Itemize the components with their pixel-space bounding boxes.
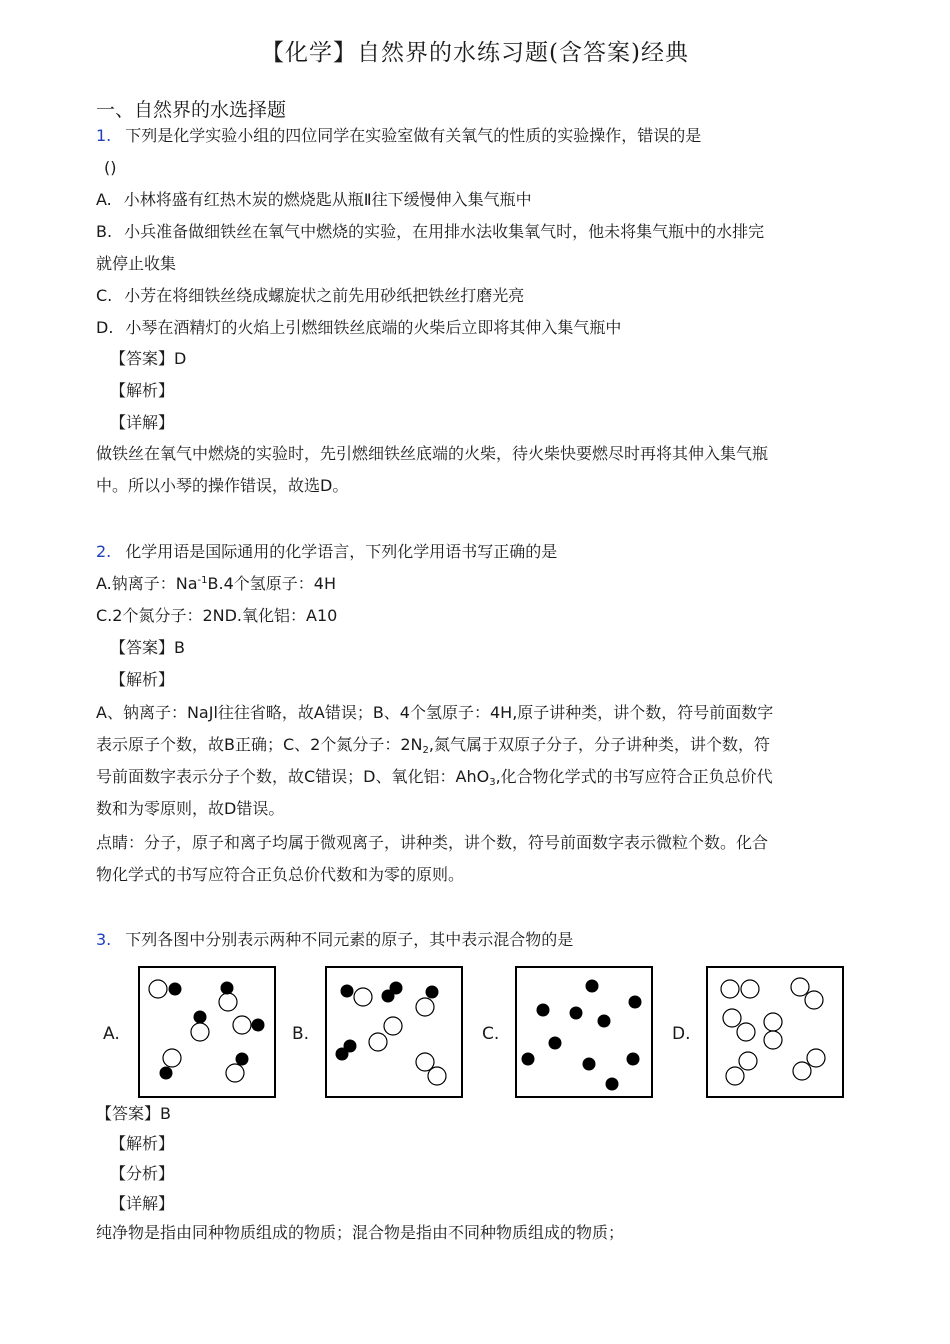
option-a: A. 小林将盛有红热木炭的燃烧匙从瓶Ⅱ往下缓慢伸入集气瓶中 bbox=[96, 190, 532, 209]
answer-paren: () bbox=[104, 158, 117, 177]
note-line: 物化学式的书写应符合正负总价代数和为零的原则。 bbox=[96, 865, 465, 884]
atom-white bbox=[721, 980, 739, 998]
figure-a-label: A. bbox=[103, 1024, 120, 1044]
answer-line: 【答案】D bbox=[110, 349, 187, 368]
question-number: 1. bbox=[96, 126, 112, 145]
question-3-stem: 3. 下列各图中分别表示两种不同元素的原子，其中表示混合物的是 bbox=[96, 930, 574, 949]
atom-white bbox=[416, 998, 434, 1016]
atom-black bbox=[629, 996, 642, 1009]
page-title: 【化学】自然界的水练习题(含答案)经典 bbox=[261, 40, 689, 66]
options-cd: C.2个氮分子：2ND.氧化铝：A10 bbox=[96, 606, 338, 625]
atom-black bbox=[341, 985, 354, 998]
figure-b-particles bbox=[325, 966, 463, 1098]
option-b: B. 小兵准备做细铁丝在氧气中燃烧的实验，在用排水法收集氧气时，他未将集气瓶中的水排完 bbox=[96, 222, 765, 241]
explanation-line: 做铁丝在氧气中燃烧的实验时，先引燃细铁丝底端的火柴，待火柴快要燃尽时再将其伸入集气瓶 bbox=[96, 444, 769, 463]
atom-white bbox=[384, 1017, 402, 1035]
atom-black bbox=[627, 1053, 640, 1066]
option-d: D. 小琴在酒精灯的火焰上引燃细铁丝底端的火柴后立即将其伸入集气瓶中 bbox=[96, 318, 622, 337]
atom-black bbox=[252, 1019, 265, 1032]
atom-black bbox=[169, 983, 182, 996]
atom-white bbox=[233, 1016, 251, 1034]
atom-white bbox=[793, 1062, 811, 1080]
atom-black bbox=[606, 1078, 619, 1091]
figure-b-label: B. bbox=[292, 1024, 310, 1044]
atom-black bbox=[537, 1004, 550, 1017]
atom-white bbox=[428, 1067, 446, 1085]
option-c: C. 小芳在将细铁丝绕成螺旋状之前先用砂纸把铁丝打磨光亮 bbox=[96, 286, 525, 305]
figure-c-label: C. bbox=[482, 1024, 500, 1044]
figure-a-particles bbox=[138, 966, 276, 1098]
note-line: 点睛：分子，原子和离子均属于微观离子，讲种类，讲个数，符号前面数字表示微粒个数。化合 bbox=[96, 833, 769, 852]
detail-label: 【详解】 bbox=[110, 1194, 175, 1213]
analysis-label: 【解析】 bbox=[110, 670, 175, 689]
atom-black bbox=[382, 990, 395, 1003]
atom-black bbox=[586, 980, 599, 993]
section-heading: 一、自然界的水选择题 bbox=[96, 99, 287, 121]
atom-white bbox=[219, 993, 237, 1011]
atom-white bbox=[226, 1064, 244, 1082]
options-ab: A.钠离子：$Na^{-1}B.4$个氢原子：4H bbox=[96, 574, 336, 593]
atom-black bbox=[598, 1015, 611, 1028]
question-2-stem: 2. 化学用语是国际通用的化学语言，下列化学用语书写正确的是 bbox=[96, 542, 558, 561]
atom-white bbox=[741, 980, 759, 998]
option-b-continued: 就停止收集 bbox=[96, 254, 177, 273]
answer-line: 【答案】B bbox=[96, 1104, 171, 1123]
detail-label: 【详解】 bbox=[110, 413, 175, 432]
atom-black bbox=[236, 1053, 249, 1066]
atom-white bbox=[764, 1031, 782, 1049]
atom-white bbox=[726, 1067, 744, 1085]
atom-white bbox=[737, 1023, 755, 1041]
atom-white bbox=[805, 991, 823, 1009]
atom-white bbox=[354, 988, 372, 1006]
atom-white bbox=[191, 1023, 209, 1041]
figure-d-label: D. bbox=[672, 1024, 691, 1044]
atom-white bbox=[723, 1009, 741, 1027]
atom-black bbox=[194, 1011, 207, 1024]
atom-black bbox=[522, 1053, 535, 1066]
explanation-line: 纯净物是指由同种物质组成的物质；混合物是指由不同种物质组成的物质； bbox=[96, 1223, 625, 1242]
atom-black bbox=[160, 1067, 173, 1080]
question-number: 3. bbox=[96, 930, 112, 949]
explanation-line: 号前面数字表示分子个数，故C错误；D、氧化铝：AhO$_3$,化合物化学式的书写应符合正负总价代 bbox=[96, 767, 773, 788]
question-1-stem: 1. 下列是化学实验小组的四位同学在实验室做有关氧气的性质的实验操作，错误的是 bbox=[96, 126, 702, 145]
atom-black bbox=[583, 1058, 596, 1071]
atom-white bbox=[163, 1049, 181, 1067]
atom-white bbox=[791, 978, 809, 996]
atom-white bbox=[764, 1013, 782, 1031]
explanation-line: 数和为零原则，故D错误。 bbox=[96, 799, 285, 818]
atom-black bbox=[549, 1037, 562, 1050]
explanation-line: 表示原子个数，故B正确；C、2个氮分子：$2N_2$,氮气属于双原子分子，分子讲种类，讲个数，符 bbox=[96, 735, 770, 756]
analysis-label: 【解析】 bbox=[110, 381, 175, 400]
figure-d-particles bbox=[706, 966, 844, 1098]
figure-c-particles bbox=[515, 966, 653, 1098]
question-number: 2. bbox=[96, 542, 112, 561]
atom-black bbox=[570, 1007, 583, 1020]
atom-white bbox=[149, 980, 167, 998]
atom-white bbox=[369, 1033, 387, 1051]
atom-black bbox=[221, 982, 234, 995]
atom-white bbox=[807, 1049, 825, 1067]
atom-black bbox=[336, 1048, 349, 1061]
fenxi-label: 【分析】 bbox=[110, 1164, 175, 1183]
explanation-line: 中。所以小琴的操作错误，故选D。 bbox=[96, 476, 349, 495]
atom-black bbox=[426, 986, 439, 999]
explanation-line: A、钠离子：NaJl往往省略，故A错误；B、4个氢原子：4H,原子讲种类，讲个数，符号前面数字 bbox=[96, 703, 774, 722]
analysis-label: 【解析】 bbox=[110, 1134, 175, 1153]
answer-line: 【答案】B bbox=[110, 638, 185, 657]
atom-white bbox=[739, 1052, 757, 1070]
